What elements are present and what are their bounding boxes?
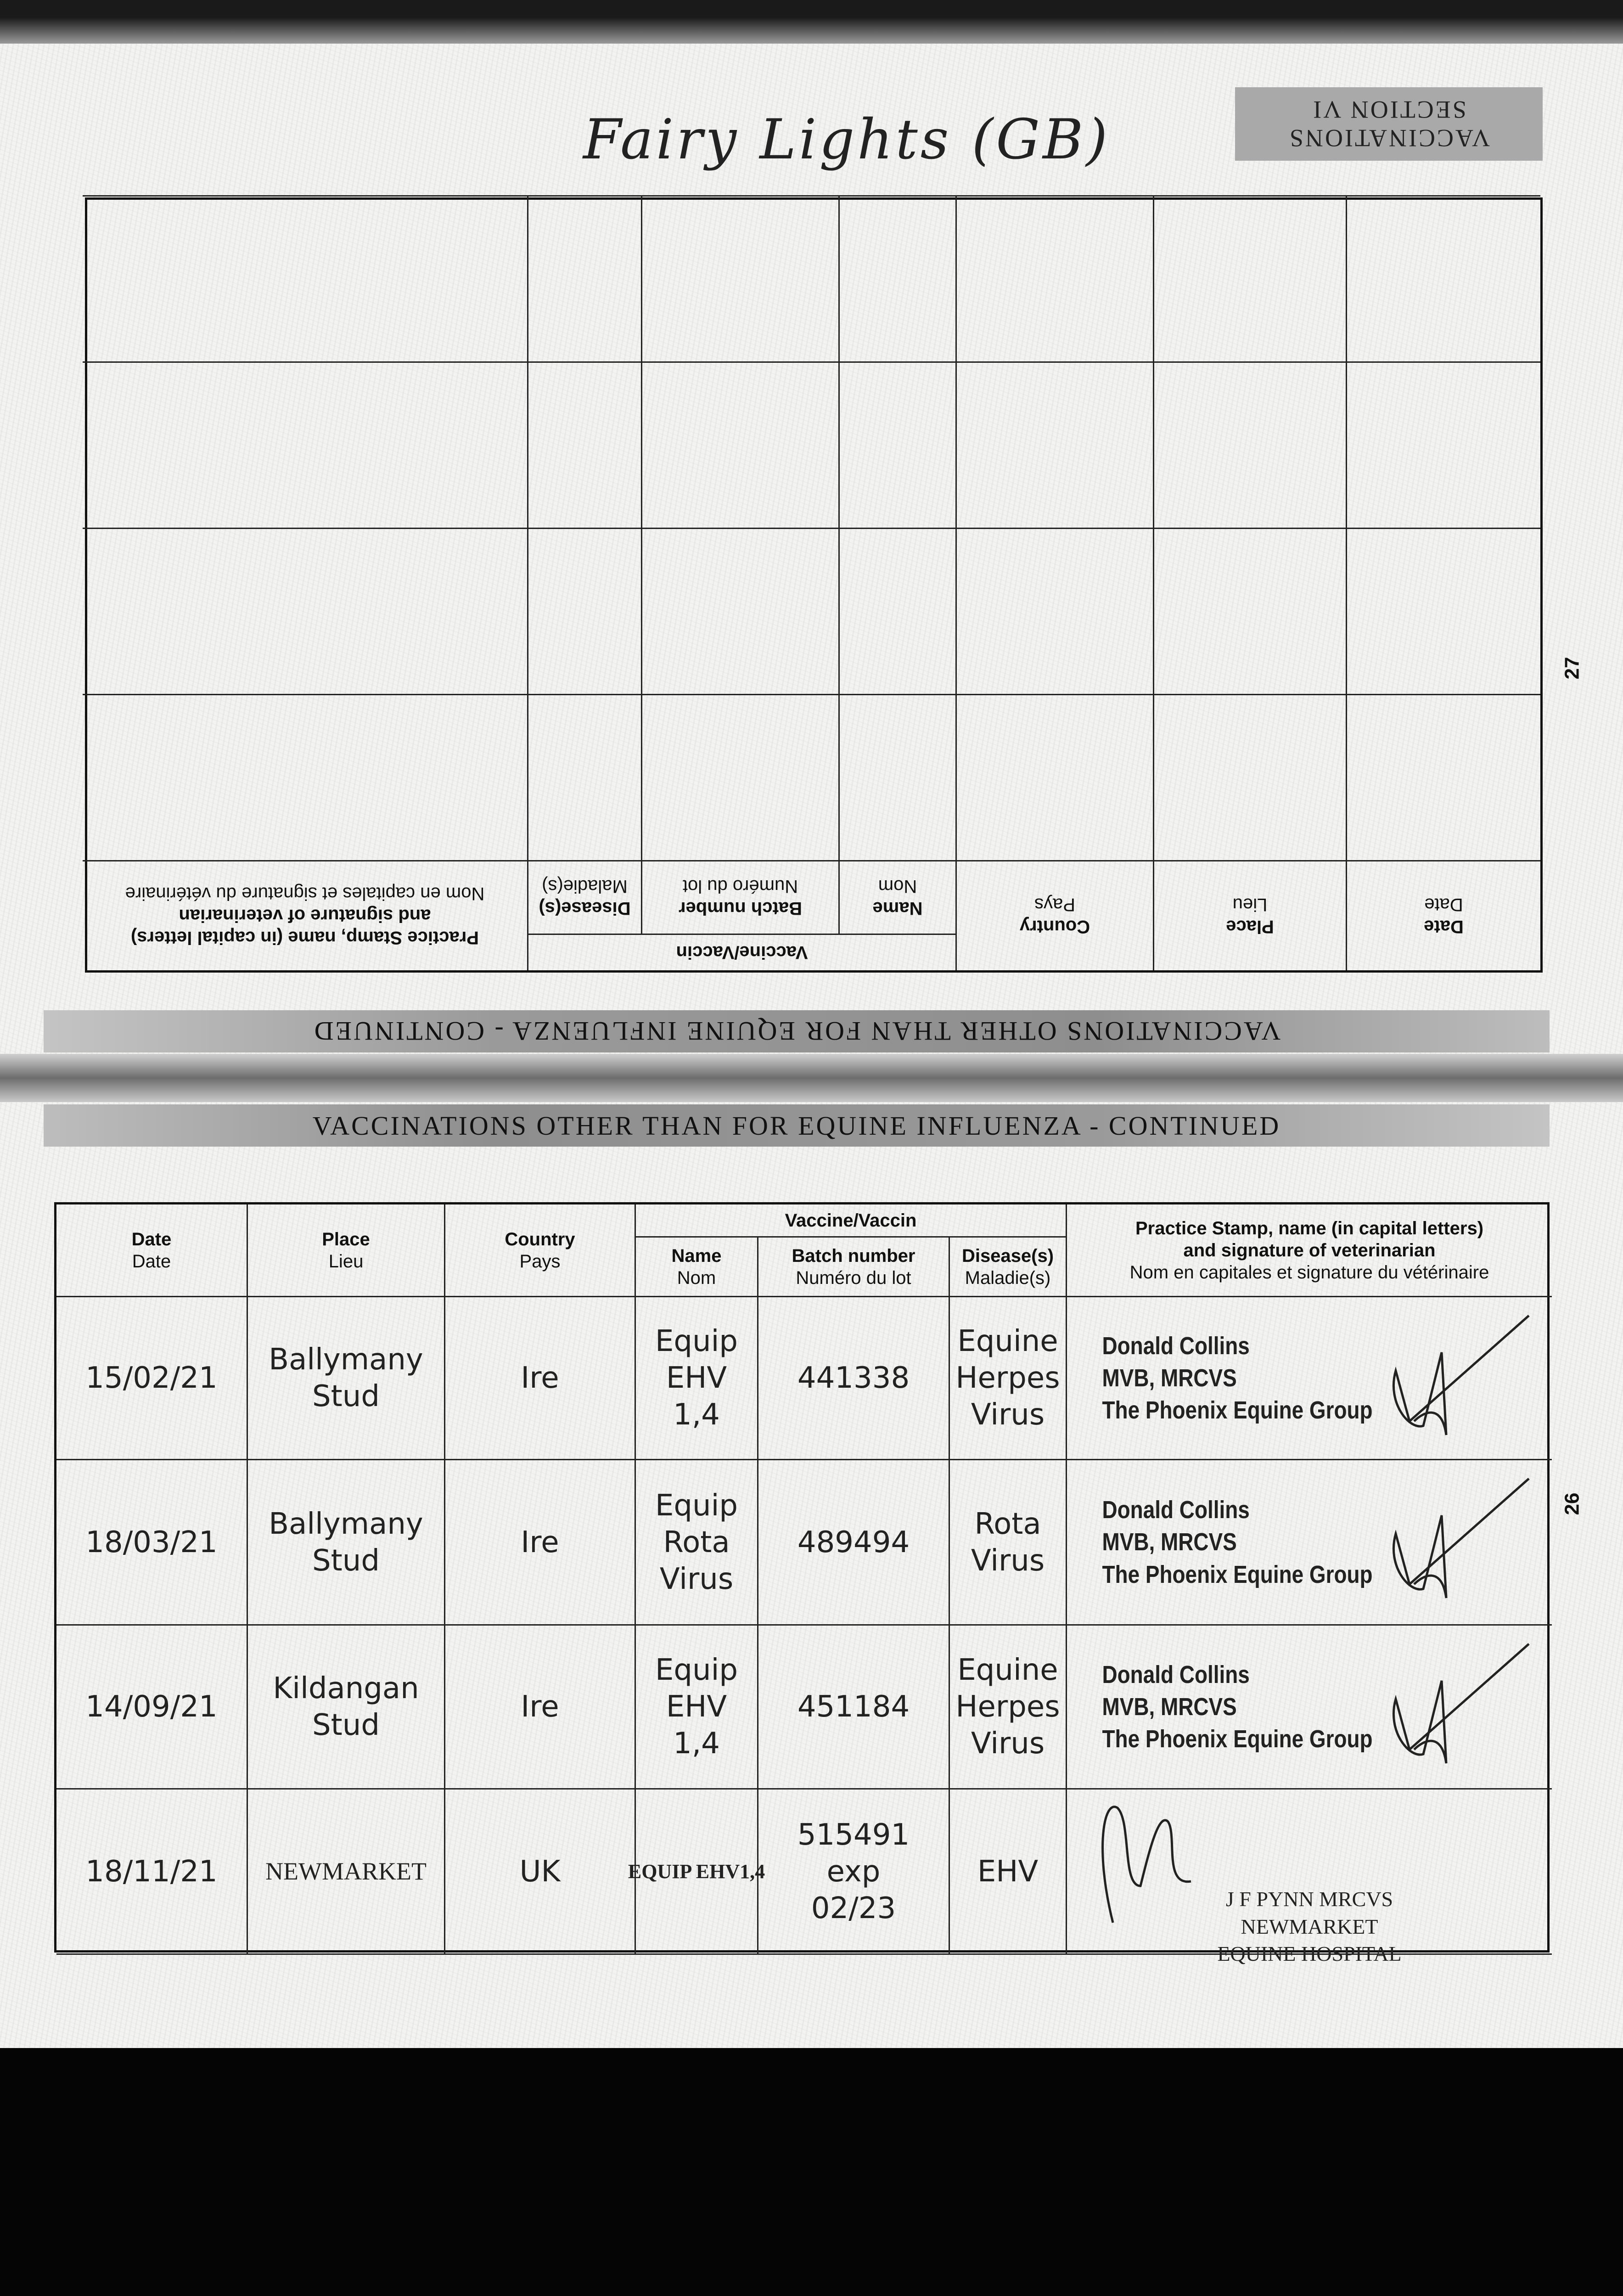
cell-disease (950, 1626, 1067, 1790)
handwritten-name (636, 1460, 757, 1624)
handwritten-place (248, 1626, 444, 1788)
disease-line: Equine (957, 1324, 1058, 1358)
cell-date (56, 1626, 248, 1790)
cell-date (56, 1297, 248, 1460)
empty-cell (1346, 195, 1540, 361)
disease-line: Virus (971, 1727, 1045, 1761)
handwritten-batch (758, 1460, 949, 1624)
empty-cell (641, 528, 838, 694)
handwritten-disease (950, 1460, 1066, 1624)
empty-cell (641, 195, 838, 361)
empty-cell (1346, 361, 1540, 528)
header-date (1346, 860, 1540, 970)
disease-line: EHV (977, 1854, 1039, 1889)
name-line: 1,4 (673, 1398, 720, 1432)
header-practice-label: Practice Stamp, name (in capital letters) (130, 928, 479, 948)
empty-cell (838, 361, 955, 528)
header-country-label: Country (505, 1229, 575, 1249)
disease-line: Herpes (955, 1690, 1060, 1724)
signature-icon (1304, 1311, 1533, 1449)
cell-batch (758, 1626, 950, 1790)
header-date-label: Date (132, 1251, 171, 1272)
name-line: EHV (666, 1690, 727, 1724)
handwritten-batch (758, 1626, 949, 1788)
header-disease-label: Maladie(s) (965, 1267, 1051, 1288)
header-date-label: Date (1424, 917, 1464, 937)
name-line: EQUIP EHV1,4 (628, 1860, 765, 1883)
disease-line: Virus (971, 1398, 1045, 1432)
handwritten-country (445, 1790, 635, 1953)
header-country (955, 860, 1153, 970)
handwritten-place (248, 1297, 444, 1459)
header-vaccine: Vaccine/Vaccin (527, 934, 955, 970)
cell-place (248, 1790, 445, 1955)
handwritten-name (636, 1626, 757, 1788)
handwritten-date (56, 1460, 247, 1624)
cell-name (636, 1297, 758, 1460)
page-number-lower: 26 (1561, 1492, 1584, 1515)
handwritten-date (56, 1790, 247, 1953)
cell-date (56, 1790, 248, 1955)
name-line: Equip (655, 1324, 738, 1358)
header-disease-label: Disease(s) (961, 1245, 1054, 1266)
handwritten-disease (950, 1297, 1066, 1459)
place-line: Stud (312, 1708, 380, 1742)
cell-name (636, 1460, 758, 1626)
header-batch-label: Batch number (679, 898, 802, 919)
empty-cell (1153, 361, 1346, 528)
empty-cell (955, 694, 1153, 860)
empty-cell (1153, 528, 1346, 694)
upper-section-banner: VACCINATIONS OTHER THAN FOR EQUINE INFLUENZA - CONTINUED (44, 1010, 1550, 1052)
cell-country (445, 1626, 636, 1790)
header-date (56, 1204, 248, 1297)
stamp-line: MVB, MRCVS (1102, 1528, 1237, 1556)
lower-vaccination-table (54, 1202, 1550, 1966)
horse-name-handwritten: Fairy Lights (GB) (583, 108, 1111, 172)
empty-cell (641, 361, 838, 528)
batch-line: 489494 (797, 1525, 910, 1559)
header-place-label: Lieu (1232, 895, 1268, 915)
cell-practice-stamp (1067, 1297, 1552, 1460)
handwritten-country (445, 1460, 635, 1624)
place-line: Stud (312, 1379, 380, 1413)
header-batch (758, 1238, 950, 1297)
scan-bottom-shadow (0, 2048, 1623, 2296)
empty-cell (1346, 528, 1540, 694)
cell-place (248, 1460, 445, 1626)
country-line: Ire (521, 1361, 559, 1395)
handwritten-name (636, 1297, 757, 1459)
cell-disease (950, 1790, 1067, 1955)
header-country-label: Country (1019, 917, 1090, 937)
header-country (445, 1204, 636, 1297)
header-practice-label: Nom en capitales et signature du vétérinaire (1129, 1262, 1489, 1283)
header-disease (950, 1238, 1067, 1297)
handwritten-place (248, 1460, 444, 1624)
header-practice-label: and signature of veterinarian (179, 906, 431, 926)
header-place-label: Place (1226, 917, 1274, 937)
stamp-line: J F PYNN MRCVS (1225, 1887, 1393, 1911)
empty-cell (955, 528, 1153, 694)
empty-cell (1153, 195, 1346, 361)
batch-line: 02/23 (811, 1891, 896, 1925)
header-practice-label: and signature of veterinarian (1183, 1240, 1436, 1261)
place-line: NEWMARKET (265, 1857, 427, 1885)
cell-name (628, 1790, 765, 1955)
empty-cell (527, 694, 641, 860)
empty-cell (83, 195, 527, 361)
section-line1: VACCINATIONS (1287, 124, 1490, 152)
country-line: Ire (521, 1690, 559, 1724)
handwritten-disease (950, 1626, 1066, 1788)
header-place (1153, 860, 1346, 970)
header-practice-stamp (1067, 1204, 1552, 1297)
header-name (838, 860, 955, 934)
empty-cell (83, 528, 527, 694)
batch-line: exp (826, 1854, 881, 1889)
header-name-label: Name (872, 898, 923, 919)
header-country-label: Pays (519, 1251, 561, 1272)
date-line: 18/11/21 (85, 1854, 218, 1889)
signature-icon (1304, 1474, 1533, 1612)
header-disease (527, 860, 641, 934)
stamp-line: Donald Collins (1102, 1332, 1250, 1360)
place-line: Kildangan (273, 1671, 419, 1705)
name-line: EHV (666, 1361, 727, 1395)
cell-batch (758, 1790, 950, 1955)
country-line: Ire (521, 1525, 559, 1559)
lower-section-banner: VACCINATIONS OTHER THAN FOR EQUINE INFLUENZA - CONTINUED (44, 1104, 1550, 1147)
stamp-line: Donald Collins (1102, 1496, 1250, 1524)
stamp-line: The Phoenix Equine Group (1102, 1396, 1373, 1424)
batch-line: 515491 (797, 1818, 910, 1852)
stamp-line: Donald Collins (1102, 1660, 1250, 1688)
header-date-label: Date (131, 1229, 172, 1249)
header-batch-label: Batch number (792, 1245, 915, 1266)
empty-cell (641, 694, 838, 860)
stamp-line: EQUINE HOSPITAL (1217, 1942, 1402, 1966)
header-practice-label: Practice Stamp, name (in capital letters) (1135, 1218, 1484, 1238)
header-name-label: Nom (677, 1267, 716, 1288)
date-line: 18/03/21 (85, 1525, 218, 1559)
cell-country (445, 1297, 636, 1460)
upper-vaccination-table (85, 197, 1543, 973)
book-gutter (0, 1054, 1623, 1102)
handwritten-date (56, 1626, 247, 1788)
empty-cell (955, 361, 1153, 528)
header-practice-label: Nom en capitales et signature du vétérinaire (125, 884, 485, 904)
handwritten-date (56, 1297, 247, 1459)
signature-icon (1304, 1639, 1533, 1777)
name-line: Equip (655, 1653, 738, 1687)
disease-line: Virus (971, 1543, 1045, 1578)
empty-cell (527, 195, 641, 361)
name-line: Virus (659, 1562, 734, 1596)
stamp-line: NEWMARKET (1241, 1914, 1378, 1938)
section-label (1235, 87, 1543, 161)
cell-batch (758, 1297, 950, 1460)
cell-practice-stamp (1067, 1626, 1552, 1790)
name-line: 1,4 (673, 1727, 720, 1761)
empty-cell (838, 195, 955, 361)
cell-date (56, 1460, 248, 1626)
stamp-line: MVB, MRCVS (1102, 1693, 1237, 1721)
header-vaccine: Vaccine/Vaccin (636, 1204, 1067, 1238)
handwritten-disease (950, 1790, 1066, 1953)
cell-country (445, 1790, 636, 1955)
stamp-line: The Phoenix Equine Group (1102, 1725, 1373, 1753)
header-batch-label: Numéro du lot (796, 1267, 911, 1288)
place-line: Ballymany (269, 1507, 423, 1541)
cell-batch (758, 1460, 950, 1626)
empty-cell (527, 528, 641, 694)
empty-cell (838, 528, 955, 694)
date-line: 15/02/21 (85, 1361, 218, 1395)
header-name-label: Name (671, 1245, 722, 1266)
header-disease-label: Maladie(s) (542, 876, 628, 897)
cell-disease (950, 1460, 1067, 1626)
handwritten-batch (758, 1297, 949, 1459)
disease-line: Equine (957, 1653, 1058, 1687)
batch-line: 441338 (797, 1361, 910, 1395)
handwritten-batch (758, 1790, 949, 1953)
empty-cell (527, 361, 641, 528)
page-number-upper: 27 (1561, 657, 1584, 680)
header-name (636, 1238, 758, 1297)
handwritten-name (628, 1790, 765, 1953)
batch-line: 451184 (797, 1690, 910, 1724)
cell-practice-stamp (1067, 1790, 1552, 1966)
header-country-label: Pays (1034, 895, 1075, 915)
empty-cell (1153, 694, 1346, 860)
disease-line: Herpes (955, 1361, 1060, 1395)
header-name-label: Nom (878, 876, 917, 897)
handwritten-country (445, 1297, 635, 1459)
stamp-line: MVB, MRCVS (1102, 1364, 1237, 1392)
handwritten-country (445, 1626, 635, 1788)
header-batch-label: Numéro du lot (682, 876, 798, 897)
name-line: Rota (663, 1525, 730, 1559)
country-line: UK (519, 1854, 561, 1889)
place-line: Ballymany (269, 1343, 423, 1377)
section-line2: SECTION VI (1311, 96, 1466, 124)
cell-country (445, 1460, 636, 1626)
cell-disease (950, 1297, 1067, 1460)
header-practice-stamp (83, 860, 527, 970)
header-batch (641, 860, 838, 934)
stamp-line: The Phoenix Equine Group (1102, 1560, 1373, 1588)
header-place-label: Lieu (328, 1251, 364, 1272)
cell-place (248, 1626, 445, 1790)
empty-cell (838, 694, 955, 860)
header-place-label: Place (322, 1229, 370, 1249)
cell-name (636, 1626, 758, 1790)
disease-line: Rota (974, 1507, 1041, 1541)
place-line: Stud (312, 1543, 380, 1578)
empty-cell (83, 694, 527, 860)
scan-top-band (0, 0, 1623, 44)
empty-cell (1346, 694, 1540, 860)
header-place (248, 1204, 445, 1297)
handwritten-place (248, 1790, 444, 1953)
header-disease-label: Disease(s) (539, 898, 631, 919)
cell-place (248, 1297, 445, 1460)
cell-practice-stamp (1067, 1460, 1552, 1626)
empty-cell (955, 195, 1153, 361)
header-date-label: Date (1424, 895, 1463, 915)
name-line: Equip (655, 1488, 738, 1523)
date-line: 14/09/21 (85, 1690, 218, 1724)
signature-icon (1085, 1794, 1315, 1932)
empty-cell (83, 361, 527, 528)
